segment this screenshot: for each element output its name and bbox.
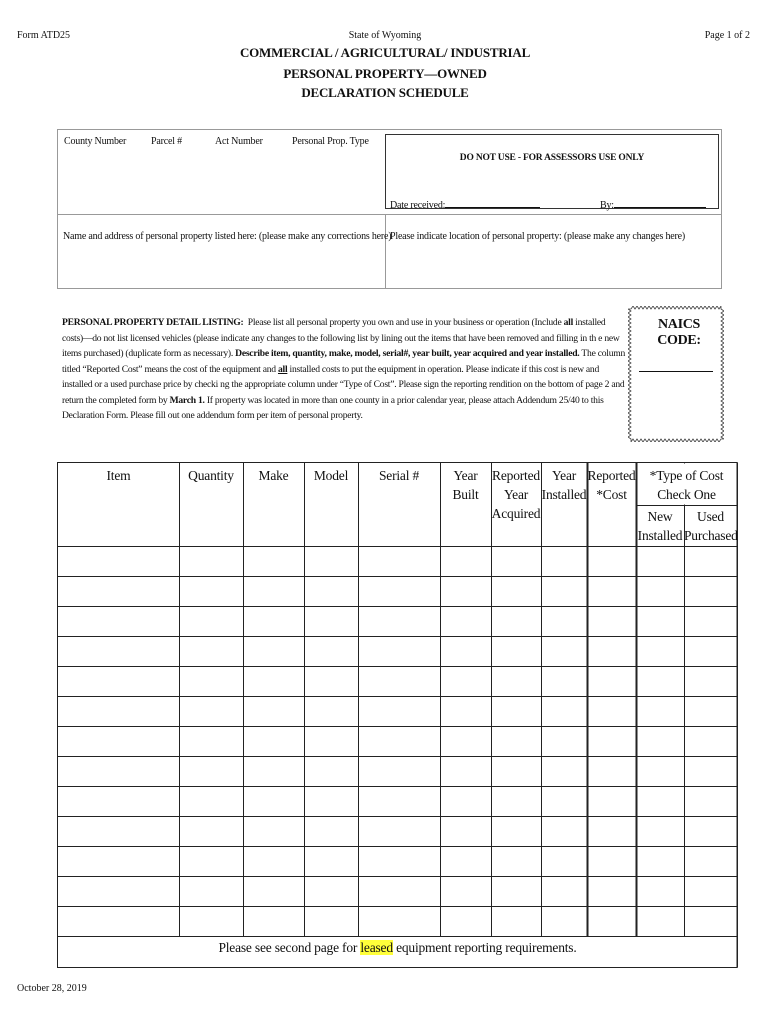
col-used-purchased: Used Purchased — [684, 509, 738, 543]
by-label: By: — [600, 200, 614, 211]
cell-make[interactable] — [245, 727, 302, 756]
leased-equipment-note: Please see second page for leased equipment reporting requirements. — [218, 940, 577, 955]
cell-quantity[interactable] — [181, 847, 241, 876]
cell-year-installed[interactable] — [543, 757, 585, 786]
cell-serial[interactable] — [360, 907, 438, 936]
cell-quantity[interactable] — [181, 757, 241, 786]
cell-quantity[interactable] — [181, 577, 241, 606]
cell-new-installed[interactable] — [638, 637, 682, 666]
cell-quantity[interactable] — [181, 877, 241, 906]
table-row — [57, 697, 738, 726]
cell-item[interactable] — [59, 667, 177, 696]
cell-quantity[interactable] — [181, 817, 241, 846]
cell-used-purchased[interactable] — [686, 817, 736, 846]
cell-year-acquired[interactable] — [493, 817, 539, 846]
cell-item[interactable] — [59, 547, 177, 576]
col-new-installed: New Installed — [637, 509, 683, 543]
cell-year-built[interactable] — [442, 607, 489, 636]
detail-text-3: Describe item, quantity, make, model, serial#, year built, year acquired and year installed. — [235, 348, 580, 359]
detail-text-all-2: all — [277, 363, 288, 375]
cell-model[interactable] — [306, 847, 356, 876]
cell-reported-cost[interactable] — [589, 817, 634, 846]
cell-reported-cost[interactable] — [589, 877, 634, 906]
cell-year-acquired[interactable] — [493, 697, 539, 726]
cell-item[interactable] — [59, 757, 177, 786]
col-year-installed: Year Installed — [541, 468, 587, 502]
cell-year-installed[interactable] — [543, 817, 585, 846]
parcel-field[interactable]: Parcel # — [151, 136, 182, 147]
cell-new-installed[interactable] — [638, 697, 682, 726]
cell-new-installed[interactable] — [638, 907, 682, 936]
cell-model[interactable] — [306, 727, 356, 756]
cell-year-acquired[interactable] — [493, 547, 539, 576]
cell-quantity[interactable] — [181, 697, 241, 726]
cell-item[interactable] — [59, 697, 177, 726]
table-row — [57, 817, 738, 846]
form-title-line1: COMMERCIAL / AGRICULTURAL/ INDUSTRIAL — [239, 45, 531, 60]
form-title-line2: PERSONAL PROPERTY—OWNED — [283, 66, 487, 81]
col-reported-cost: Reported *Cost — [587, 468, 636, 502]
cell-used-purchased[interactable] — [686, 907, 736, 936]
cell-used-purchased[interactable] — [686, 547, 736, 576]
cell-new-installed[interactable] — [638, 727, 682, 756]
cell-quantity[interactable] — [181, 547, 241, 576]
cell-used-purchased[interactable] — [686, 727, 736, 756]
cell-make[interactable] — [245, 817, 302, 846]
cell-used-purchased[interactable] — [686, 877, 736, 906]
cell-item[interactable] — [59, 637, 177, 666]
cell-year-built[interactable] — [442, 877, 489, 906]
detail-text-2: installed costs)—do not list licensed vehicles (please indicate any changes to the following list by lining out the items that have been removed and filling in th e new items purchased) (duplicate form as necessary). — [62, 317, 620, 359]
table-row — [57, 607, 738, 636]
prop-type-field[interactable]: Personal Prop. Type — [292, 136, 369, 147]
assessor-note: DO NOT USE - FOR ASSESSORS USE ONLY — [459, 153, 645, 163]
cell-reported-cost[interactable] — [589, 697, 634, 726]
cell-quantity[interactable] — [181, 907, 241, 936]
cell-quantity[interactable] — [181, 637, 241, 666]
cell-reported-cost[interactable] — [589, 757, 634, 786]
by-field[interactable] — [600, 198, 706, 211]
cell-quantity[interactable] — [181, 787, 241, 816]
cell-make[interactable] — [245, 607, 302, 636]
detail-heading: PERSONAL PROPERTY DETAIL LISTING: — [62, 317, 244, 328]
col-serial: Serial # — [378, 468, 419, 483]
cell-year-acquired[interactable] — [493, 877, 539, 906]
cell-new-installed[interactable] — [638, 757, 682, 786]
cell-serial[interactable] — [360, 817, 438, 846]
cell-year-acquired[interactable] — [493, 727, 539, 756]
cell-serial[interactable] — [360, 607, 438, 636]
cell-year-acquired[interactable] — [493, 787, 539, 816]
cell-year-installed[interactable] — [543, 847, 585, 876]
cell-new-installed[interactable] — [638, 817, 682, 846]
cell-new-installed[interactable] — [638, 577, 682, 606]
table-row — [57, 727, 738, 756]
cell-used-purchased[interactable] — [686, 847, 736, 876]
cell-reported-cost[interactable] — [589, 907, 634, 936]
cell-reported-cost[interactable] — [589, 727, 634, 756]
table-row — [57, 787, 738, 816]
cell-year-acquired[interactable] — [493, 637, 539, 666]
cell-model[interactable] — [306, 877, 356, 906]
table-row — [57, 577, 738, 606]
cell-year-built[interactable] — [442, 847, 489, 876]
cell-make[interactable] — [245, 697, 302, 726]
form-id: Form ATD25 — [17, 30, 71, 41]
col-item: Item — [106, 468, 131, 483]
cell-year-installed[interactable] — [543, 607, 585, 636]
cell-make[interactable] — [245, 757, 302, 786]
cell-model[interactable] — [306, 607, 356, 636]
cell-new-installed[interactable] — [638, 547, 682, 576]
cell-item[interactable] — [59, 817, 177, 846]
cell-serial[interactable] — [360, 877, 438, 906]
cell-serial[interactable] — [360, 547, 438, 576]
col-quantity: Quantity — [188, 468, 234, 483]
cell-year-acquired[interactable] — [493, 607, 539, 636]
cell-serial[interactable] — [360, 787, 438, 816]
cell-quantity[interactable] — [181, 667, 241, 696]
cell-year-installed[interactable] — [543, 727, 585, 756]
leased-highlight: leased — [360, 940, 393, 955]
cell-year-built[interactable] — [442, 667, 489, 696]
date-received-field[interactable] — [390, 198, 540, 211]
cell-year-built[interactable] — [442, 817, 489, 846]
col-model: Model — [313, 468, 349, 483]
cell-item[interactable] — [59, 877, 177, 906]
cell-make[interactable] — [245, 667, 302, 696]
cell-model[interactable] — [306, 667, 356, 696]
revision-date: October 28, 2019 — [17, 983, 87, 994]
form-title-line3: DECLARATION SCHEDULE — [301, 85, 469, 100]
table-row — [57, 547, 738, 576]
cell-serial[interactable] — [360, 697, 438, 726]
cell-year-built[interactable] — [442, 547, 489, 576]
cell-item[interactable] — [59, 577, 177, 606]
cell-year-built[interactable] — [442, 757, 489, 786]
cell-used-purchased[interactable] — [686, 757, 736, 786]
cell-reported-cost[interactable] — [589, 667, 634, 696]
cell-model[interactable] — [306, 577, 356, 606]
cell-serial[interactable] — [360, 577, 438, 606]
detail-text-5: installed costs to put the equipment in operation. Please indicate if this cost is new and installed or a used purchase price by checki ng the appropriate column under “Type of Cost”. Please sign the reporting rendition on the bottom of page 2 and return the completed form by — [62, 363, 625, 406]
cell-reported-cost[interactable] — [589, 637, 634, 666]
col-year-built: Year Built — [452, 468, 479, 502]
cell-year-acquired[interactable] — [493, 907, 539, 936]
cell-year-installed[interactable] — [543, 667, 585, 696]
cell-year-installed[interactable] — [543, 787, 585, 816]
cell-year-installed[interactable] — [543, 577, 585, 606]
table-row — [57, 667, 738, 696]
cell-reported-cost[interactable] — [589, 547, 634, 576]
cell-used-purchased[interactable] — [686, 637, 736, 666]
cell-model[interactable] — [306, 907, 356, 936]
location-field[interactable]: Please indicate location of personal property: (please make any changes here) — [390, 231, 686, 242]
cell-reported-cost[interactable] — [589, 607, 634, 636]
name-address-field[interactable]: Name and address of personal property listed here: (please make any corrections here) — [63, 231, 392, 242]
cell-make[interactable] — [245, 577, 302, 606]
cell-used-purchased[interactable] — [686, 577, 736, 606]
cell-make[interactable] — [245, 787, 302, 816]
detail-text-all-1: all — [563, 317, 574, 328]
table-row — [57, 757, 738, 786]
cell-used-purchased[interactable] — [686, 667, 736, 696]
col-reported-year-acquired: Reported Year Acquired — [491, 468, 541, 521]
cell-item[interactable] — [59, 907, 177, 936]
table-row — [57, 907, 738, 936]
date-received-label: Date received: — [390, 200, 446, 211]
cell-new-installed[interactable] — [638, 607, 682, 636]
cell-model[interactable] — [306, 757, 356, 786]
cell-quantity[interactable] — [181, 727, 241, 756]
col-make: Make — [258, 468, 289, 483]
cell-serial[interactable] — [360, 727, 438, 756]
cell-make[interactable] — [245, 547, 302, 576]
cell-quantity[interactable] — [181, 607, 241, 636]
cell-year-acquired[interactable] — [493, 667, 539, 696]
cell-year-acquired[interactable] — [493, 847, 539, 876]
cell-new-installed[interactable] — [638, 787, 682, 816]
cell-make[interactable] — [245, 907, 302, 936]
cell-model[interactable] — [306, 817, 356, 846]
cell-reported-cost[interactable] — [589, 787, 634, 816]
cell-reported-cost[interactable] — [589, 577, 634, 606]
cell-item[interactable] — [59, 787, 177, 816]
cell-item[interactable] — [59, 727, 177, 756]
cell-year-built[interactable] — [442, 907, 489, 936]
cell-year-installed[interactable] — [543, 877, 585, 906]
detail-text-1: Please list all personal property you own and use in your business or operation (Include — [247, 317, 564, 328]
cell-year-built[interactable] — [442, 697, 489, 726]
cell-year-built[interactable] — [442, 787, 489, 816]
cell-item[interactable] — [59, 607, 177, 636]
cell-reported-cost[interactable] — [589, 847, 634, 876]
table-row — [57, 877, 738, 906]
cell-year-built[interactable] — [442, 727, 489, 756]
cell-year-installed[interactable] — [543, 547, 585, 576]
cell-make[interactable] — [245, 637, 302, 666]
cell-new-installed[interactable] — [638, 847, 682, 876]
state-name: State of Wyoming — [348, 30, 422, 41]
naics-code-field[interactable] — [639, 371, 713, 372]
cell-item[interactable] — [59, 847, 177, 876]
cell-year-installed[interactable] — [543, 697, 585, 726]
detail-text-deadline: March 1. — [169, 394, 205, 406]
cell-serial[interactable] — [360, 637, 438, 666]
cell-new-installed[interactable] — [638, 877, 682, 906]
page-number: Page 1 of 2 — [704, 30, 750, 41]
cell-year-acquired[interactable] — [493, 757, 539, 786]
cell-make[interactable] — [245, 847, 302, 876]
cell-model[interactable] — [306, 697, 356, 726]
cell-year-built[interactable] — [442, 637, 489, 666]
cell-model[interactable] — [306, 787, 356, 816]
cell-serial[interactable] — [360, 757, 438, 786]
cell-used-purchased[interactable] — [686, 607, 736, 636]
act-number-field[interactable]: Act Number — [215, 136, 263, 147]
cell-year-built[interactable] — [442, 577, 489, 606]
cell-serial[interactable] — [360, 847, 438, 876]
cell-model[interactable] — [306, 547, 356, 576]
cell-year-installed[interactable] — [543, 637, 585, 666]
cell-serial[interactable] — [360, 667, 438, 696]
cell-used-purchased[interactable] — [686, 697, 736, 726]
cell-used-purchased[interactable] — [686, 787, 736, 816]
detail-listing-instructions — [62, 315, 627, 424]
table-row — [57, 637, 738, 666]
table-row — [57, 847, 738, 876]
cell-year-acquired[interactable] — [493, 577, 539, 606]
cell-model[interactable] — [306, 637, 356, 666]
naics-label: NAICS CODE: — [657, 317, 701, 348]
detail-text-4: The column titled “Reported Cost” means the cost of the equipment and — [62, 348, 626, 375]
cell-year-installed[interactable] — [543, 907, 585, 936]
cell-make[interactable] — [245, 877, 302, 906]
cell-new-installed[interactable] — [638, 667, 682, 696]
county-number-field[interactable]: County Number — [64, 136, 127, 147]
detail-text-7: If property was located in more than one county in a prior calendar year, please attach Addendum 25/40 to this Declaration Form. Please fill out one addendum form per item of personal property. — [62, 394, 604, 421]
col-type-of-cost: *Type of Cost Check One — [649, 468, 724, 502]
